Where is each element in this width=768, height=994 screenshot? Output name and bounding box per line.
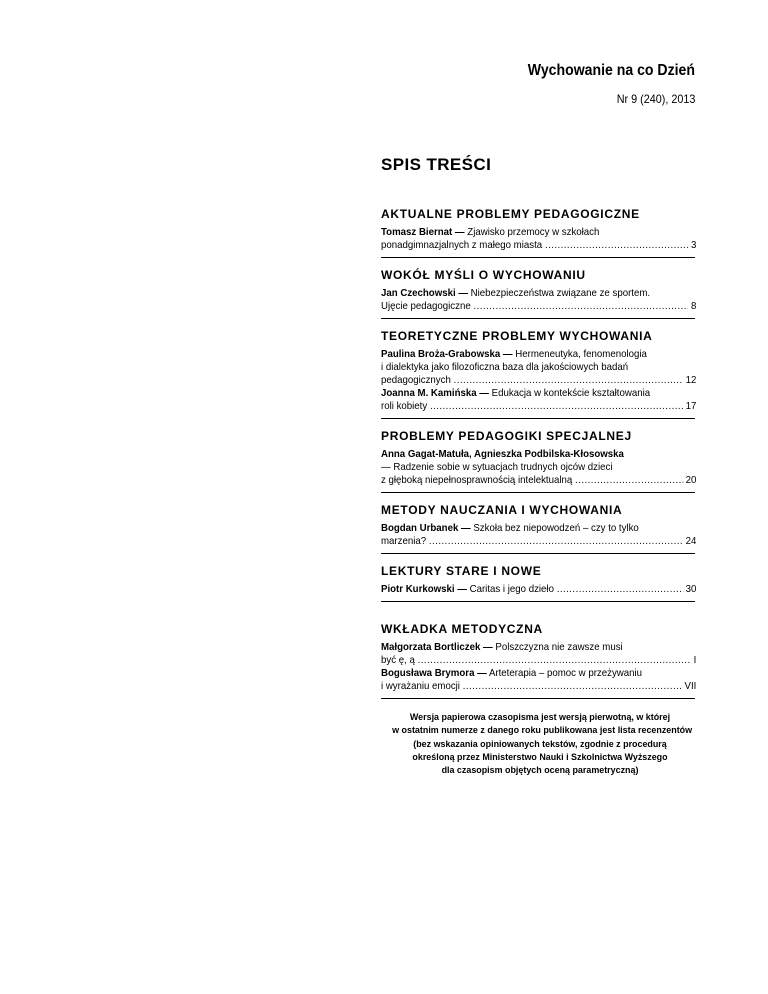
dot-leader <box>454 374 683 387</box>
entry-title-text: marzenia? <box>381 536 427 547</box>
entry-page-number: 17 <box>685 401 697 412</box>
dot-leader <box>545 239 688 252</box>
toc-entry <box>381 348 696 387</box>
note-line: w ostatnim numerze z danego roku publikowana jest lista recenzentów <box>392 725 693 736</box>
entry-authors: Paulina Broża-Grabowska — <box>381 349 513 360</box>
dot-leader <box>430 400 683 413</box>
section-body <box>381 583 695 602</box>
entry-line-text <box>381 349 647 360</box>
entry-line <box>381 287 696 300</box>
entry-authors: Anna Gagat-Matuła, Agnieszka Podbilska-Kłosowska <box>381 449 624 460</box>
entry-line-text <box>381 583 554 596</box>
entry-title-text: roli kobiety <box>381 401 428 412</box>
toc-section <box>381 268 695 319</box>
section-title: AKTUALNE PROBLEMY PEDAGOGICZNE <box>381 207 640 221</box>
toc-section <box>381 429 695 493</box>
entry-title-text: Edukacja w kontekście kształtowania <box>491 388 651 399</box>
entry-authors: Bogdan Urbanek — <box>381 523 471 534</box>
toc-entry <box>381 667 696 693</box>
entry-page-number: 3 <box>690 240 697 251</box>
entry-authors: Małgorzata Bortliczek — <box>381 642 493 653</box>
entry-line <box>381 641 696 654</box>
entry-page-number: I <box>693 655 697 666</box>
entry-line <box>381 226 696 239</box>
section-title: WKŁADKA METODYCZNA <box>381 622 543 636</box>
entry-title-text: Polszczyzna nie zawsze musi <box>495 642 623 653</box>
entry-line <box>381 680 696 693</box>
entry-line-text <box>381 227 599 238</box>
entry-line <box>381 361 696 374</box>
entry-line-text <box>381 654 415 667</box>
entry-line-text <box>381 535 426 548</box>
entry-authors: Jan Czechowski — <box>381 288 468 299</box>
dot-leader <box>557 583 683 596</box>
publication-note <box>381 711 699 777</box>
entry-title-text: Arteterapia – pomoc w przeżywaniu <box>488 668 643 679</box>
section-title: TEORETYCZNE PROBLEMY WYCHOWANIA <box>381 329 653 343</box>
section-body <box>381 641 695 699</box>
entry-line <box>381 522 696 535</box>
entry-line <box>381 300 696 313</box>
dot-leader <box>429 535 683 548</box>
toc-sections <box>381 207 695 709</box>
note-line: Wersja papierowa czasopisma jest wersją pierwotną, w której <box>409 712 671 723</box>
toc-section <box>381 564 695 602</box>
entry-line <box>381 400 696 413</box>
section-title: METODY NAUCZANIA I WYCHOWANIA <box>381 503 623 517</box>
entry-page-number: VII <box>684 681 697 692</box>
toc-section <box>381 329 695 419</box>
entry-page-number: 24 <box>685 536 697 547</box>
toc-entry <box>381 641 696 667</box>
entry-line-text <box>381 642 623 653</box>
entry-title-text: być ę, ą <box>381 655 415 666</box>
entry-line-text <box>381 388 650 399</box>
note-line: dla czasopism objętych oceną parametryczną) <box>441 765 639 776</box>
entry-title-text: pedagogicznych <box>381 375 451 386</box>
entry-line-text <box>381 474 572 487</box>
journal-title: Wychowanie na co Dzień <box>527 62 695 79</box>
entry-line-text <box>381 462 612 473</box>
entry-title-text: Caritas i jego dzieło <box>469 584 554 595</box>
entry-line <box>381 387 696 400</box>
entry-line-text <box>381 523 639 534</box>
entry-title-text: — Radzenie sobie w sytuacjach trudnych ojców dzieci <box>381 462 613 473</box>
entry-line-text <box>381 288 650 299</box>
dot-leader <box>463 680 682 693</box>
entry-page-number: 8 <box>690 301 697 312</box>
entry-line-text <box>381 400 427 413</box>
dot-leader <box>575 474 683 487</box>
entry-title-text: Zjawisko przemocy w szkołach <box>467 227 600 238</box>
toc-entry <box>381 387 696 413</box>
entry-title-text: Hermeneutyka, fenomenologia <box>515 349 647 360</box>
section-body <box>381 522 695 554</box>
section-body <box>381 226 695 258</box>
entry-line <box>381 535 696 548</box>
entry-authors: Joanna M. Kamińska — <box>381 388 489 399</box>
entry-title-text: Ujęcie pedagogiczne <box>381 301 471 312</box>
toc-entry <box>381 448 696 487</box>
entry-page-number: 12 <box>685 375 697 386</box>
toc-entry <box>381 226 696 252</box>
entry-title-text: i wyrażaniu emocji <box>381 681 460 692</box>
entry-line <box>381 239 696 252</box>
issue-number: Nr 9 (240), 2013 <box>616 92 695 106</box>
entry-line <box>381 583 696 596</box>
entry-authors: Bogusława Brymora — <box>381 668 487 679</box>
entry-line <box>381 654 696 667</box>
entry-line-text <box>381 374 451 387</box>
dot-leader <box>474 300 689 313</box>
section-body <box>381 448 695 493</box>
toc-section <box>381 503 695 554</box>
toc-entry <box>381 522 696 548</box>
entry-page-number: 20 <box>685 475 697 486</box>
entry-line-text <box>381 239 542 252</box>
note-line: (bez wskazania opiniowanych tekstów, zgodnie z procedurą <box>413 739 667 750</box>
entry-authors: Tomasz Biernat — <box>381 227 465 238</box>
entry-page-number: 30 <box>685 584 697 595</box>
entry-title-text: Szkoła bez niepowodzeń – czy to tylko <box>473 523 639 534</box>
entry-line <box>381 474 696 487</box>
entry-line-text <box>381 362 628 373</box>
section-title: WOKÓŁ MYŚLI O WYCHOWANIU <box>381 268 586 282</box>
entry-title-text: i dialektyka jako filozoficzna baza dla jakościowych badań <box>381 362 629 373</box>
entry-line <box>381 667 696 680</box>
entry-line <box>381 461 696 474</box>
section-body <box>381 348 695 419</box>
entry-authors: Piotr Kurkowski — <box>381 584 467 595</box>
toc-section <box>381 207 695 258</box>
section-title: PROBLEMY PEDAGOGIKI SPECJALNEJ <box>381 429 632 443</box>
dot-leader <box>418 654 691 667</box>
toc-entry <box>381 583 696 596</box>
toc-entry <box>381 287 696 313</box>
section-title: LEKTURY STARE I NOWE <box>381 564 542 578</box>
toc-section <box>381 622 695 699</box>
entry-line-text <box>381 668 642 679</box>
entry-line <box>381 448 696 461</box>
entry-line <box>381 374 696 387</box>
section-body <box>381 287 695 319</box>
entry-title-text: ponadgimnazjalnych z małego miasta <box>381 240 543 251</box>
note-line: określoną przez Ministerstwo Nauki i Szkolnictwa Wyższego <box>412 752 668 763</box>
toc-title: SPIS TREŚCI <box>381 155 492 174</box>
entry-line-text <box>381 300 471 313</box>
entry-line <box>381 348 696 361</box>
entry-title-text: z głęboką niepełnosprawnością intelektualną <box>381 475 573 486</box>
entry-title-text: Niebezpieczeństwa związane ze sportem. <box>470 288 651 299</box>
entry-line-text <box>381 449 624 460</box>
entry-line-text <box>381 680 460 693</box>
